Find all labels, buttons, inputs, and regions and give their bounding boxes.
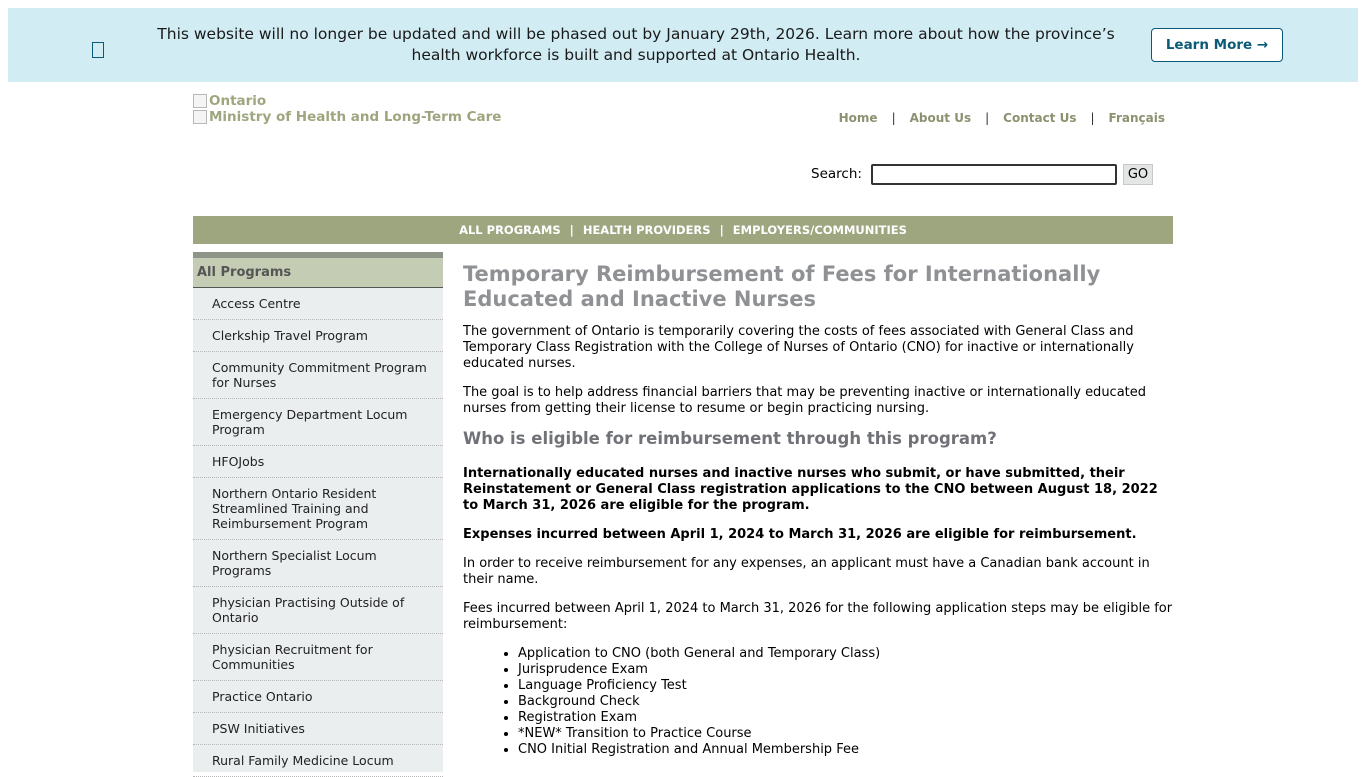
nav-separator: |	[569, 223, 574, 237]
main-nav-health-providers[interactable]: HEALTH PROVIDERS	[582, 223, 711, 237]
main-nav-bar	[193, 216, 1173, 244]
sidebar-item-rural-locum[interactable]: Rural Family Medicine Locum	[193, 745, 443, 777]
utility-nav	[839, 111, 1165, 125]
programs-sidebar	[193, 252, 443, 772]
sidebar-item-physician-recruitment[interactable]: Physician Recruitment for Communities	[193, 634, 443, 681]
search-input[interactable]	[871, 164, 1117, 185]
sidebar-item-northern-specialist[interactable]: Northern Specialist Locum Programs	[193, 540, 443, 587]
main-nav-all-programs[interactable]: ALL PROGRAMS	[459, 223, 561, 237]
nav-about-link[interactable]: About Us	[909, 111, 972, 125]
nav-separator: |	[1090, 111, 1095, 125]
sidebar-item-hfojobs[interactable]: HFOJobs	[193, 446, 443, 478]
list-item: • CNO Initial Registration and Annual Membership Fee	[518, 742, 1175, 758]
fees-list	[463, 646, 1175, 758]
expenses-statement: Expenses incurred between April 1, 2024 to March 31, 2026 are eligible for reimbursement.	[463, 527, 1137, 542]
nav-separator: |	[719, 223, 724, 237]
fees-intro: Fees incurred between April 1, 2024 to March 31, 2026 for the following application steps may be eligible for reimbursement:	[463, 601, 1173, 632]
list-item: • Application to CNO (both General and Temporary Class)	[518, 646, 1175, 662]
search-go-button[interactable]: GO	[1123, 164, 1153, 185]
ministry-logo-alt: Ministry of Health and Long-Term Care	[209, 109, 502, 125]
list-item: • Background Check	[518, 694, 1175, 710]
nav-francais-link[interactable]: Français	[1108, 111, 1165, 125]
page-title: Temporary Reimbursement of Fees for Internationally Educated and Inactive Nurses	[463, 262, 1101, 311]
sidebar-item-physician-outside[interactable]: Physician Practising Outside of Ontario	[193, 587, 443, 634]
ministry-logo[interactable]	[193, 109, 501, 125]
nav-separator: |	[985, 111, 990, 125]
sidebar-item-access-centre[interactable]: Access Centre	[193, 288, 443, 320]
nav-contact-link[interactable]: Contact Us	[1003, 111, 1077, 125]
sidebar-item-psw-initiatives[interactable]: PSW Initiatives	[193, 713, 443, 745]
sidebar-item-northern-resident[interactable]: Northern Ontario Resident Streamlined Training and Reimbursement Program	[193, 478, 443, 540]
goal-paragraph: The goal is to help address financial barriers that may be preventing inactive or internationally educated nurses from getting their license to resume or begin practicing nursing.	[463, 385, 1147, 416]
search-label: Search:	[811, 166, 862, 182]
sidebar-item-clerkship-travel[interactable]: Clerkship Travel Program	[193, 320, 443, 352]
banner-message: This website will no longer be updated and will be phased out by January 29th, 2026. Learn more about how the province’s health workforce is built and supported at Ontario Health.	[157, 25, 1115, 64]
intro-paragraph: The government of Ontario is temporarily covering the costs of fees associated with General Class and Temporary Class Registration with the College of Nurses of Ontario (CNO) for inactive or internationally educated nurses.	[463, 324, 1134, 371]
phase-out-banner	[8, 8, 1358, 82]
broken-image-icon	[193, 94, 207, 108]
learn-more-button[interactable]: Learn More →	[1151, 28, 1283, 62]
ontario-logo-alt: Ontario	[209, 93, 267, 109]
ontario-logo[interactable]	[193, 93, 266, 109]
list-item: • Jurisprudence Exam	[518, 662, 1175, 678]
broken-image-icon	[193, 110, 207, 124]
main-content	[463, 262, 1175, 758]
eligibility-heading: Who is eligible for reimbursement through this program?	[463, 429, 997, 448]
sidebar-item-community-commitment[interactable]: Community Commitment Program for Nurses	[193, 352, 443, 399]
external-link-icon	[92, 42, 104, 58]
list-item: • *NEW* Transition to Practice Course	[518, 726, 1175, 742]
bank-account-note: In order to receive reimbursement for any expenses, an applicant must have a Canadian bank account in their name.	[463, 556, 1150, 587]
sidebar-item-practice-ontario[interactable]: Practice Ontario	[193, 681, 443, 713]
nav-separator: |	[891, 111, 896, 125]
sidebar-item-emergency-locum[interactable]: Emergency Department Locum Program	[193, 399, 443, 446]
list-item: • Language Proficiency Test	[518, 678, 1175, 694]
nav-home-link[interactable]: Home	[838, 111, 878, 125]
sidebar-heading[interactable]: All Programs	[193, 258, 443, 288]
main-nav-employers[interactable]: EMPLOYERS/COMMUNITIES	[732, 223, 907, 237]
list-item: • Registration Exam	[518, 710, 1175, 726]
eligibility-statement: Internationally educated nurses and inactive nurses who submit, or have submitted, their Reinstatement or General Class registration applications to the CNO between August 18, 2022 to March 31, 2026 are eligible for the program.	[463, 466, 1158, 513]
